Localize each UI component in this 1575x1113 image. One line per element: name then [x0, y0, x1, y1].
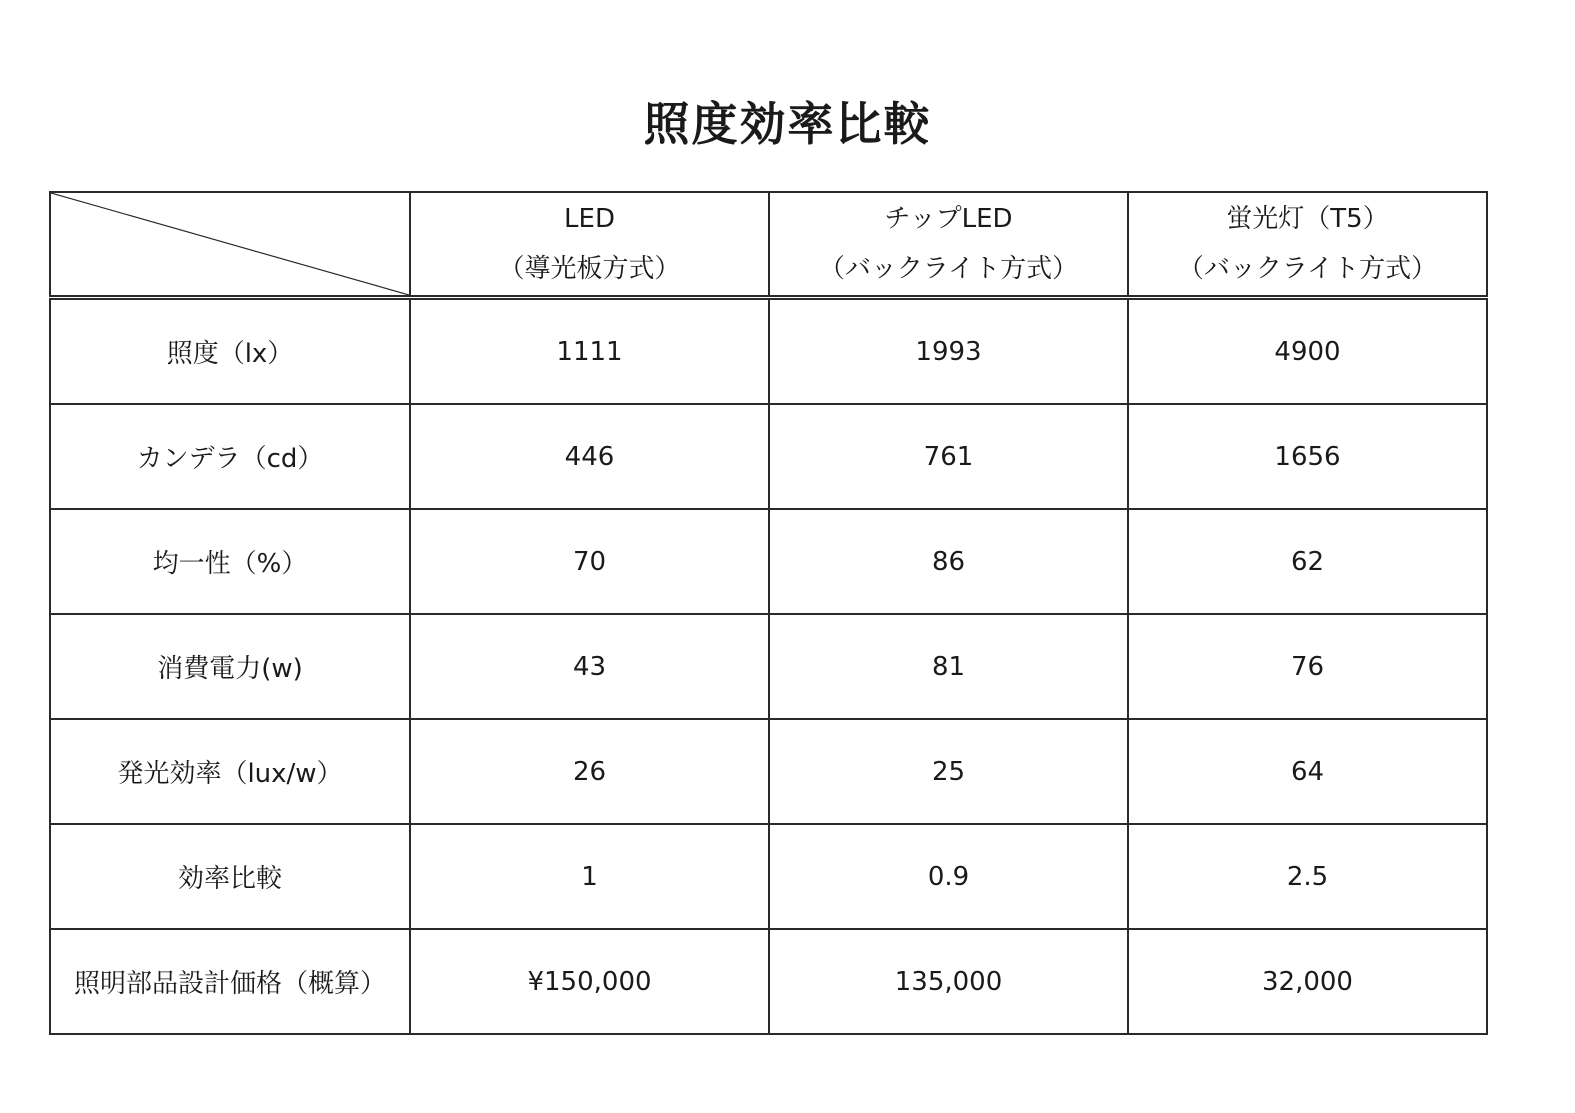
- column-header-method: （導光板方式）: [498, 254, 681, 284]
- table-cell: 2.5: [1128, 824, 1487, 929]
- row-label: 消費電力(w): [50, 614, 410, 719]
- row-label: 発光効率（lux/w）: [50, 719, 410, 824]
- column-header-fluorescent: [1128, 192, 1487, 298]
- table-cell: 1993: [769, 298, 1128, 405]
- table-row: [50, 404, 1487, 509]
- table-row: [50, 614, 1487, 719]
- column-header-method: （バックライト方式）: [1177, 254, 1438, 284]
- row-label: 均一性（%）: [50, 509, 410, 614]
- column-header-chip-led: [769, 192, 1128, 298]
- table-cell: 64: [1128, 719, 1487, 824]
- diagonal-line: [51, 193, 409, 295]
- table-cell: 25: [769, 719, 1128, 824]
- table-cell: 86: [769, 509, 1128, 614]
- column-header-name: LED: [564, 204, 615, 234]
- table-cell: 446: [410, 404, 769, 509]
- table-cell: ¥150,000: [410, 929, 769, 1034]
- table-cell: 32,000: [1128, 929, 1487, 1034]
- column-header-name: チップLED: [884, 204, 1013, 234]
- table-cell: 1656: [1128, 404, 1487, 509]
- table-cell: 70: [410, 509, 769, 614]
- table-cell: 81: [769, 614, 1128, 719]
- table-cell: 135,000: [769, 929, 1128, 1034]
- row-label: カンデラ（cd）: [50, 404, 410, 509]
- table-row: [50, 298, 1487, 405]
- row-label: 効率比較: [50, 824, 410, 929]
- table-cell: 761: [769, 404, 1128, 509]
- column-header-name: 蛍光灯（T5）: [1226, 204, 1389, 234]
- table-cell: 62: [1128, 509, 1487, 614]
- table-cell: 43: [410, 614, 769, 719]
- table-row: [50, 509, 1487, 614]
- table-row: [50, 719, 1487, 824]
- row-label: 照明部品設計価格（概算）: [50, 929, 410, 1034]
- column-header-led: [410, 192, 769, 298]
- table-cell: 76: [1128, 614, 1487, 719]
- comparison-table: [49, 191, 1488, 1035]
- corner-diagonal-cell: [50, 192, 410, 298]
- table-cell: 1111: [410, 298, 769, 405]
- table-cell: 4900: [1128, 298, 1487, 405]
- table-cell: 0.9: [769, 824, 1128, 929]
- table-cell: 26: [410, 719, 769, 824]
- row-label: 照度（lx）: [50, 298, 410, 405]
- table-cell: 1: [410, 824, 769, 929]
- page-title: 照度効率比較: [643, 97, 932, 151]
- table-row: [50, 824, 1487, 929]
- table-header-row: [50, 192, 1487, 298]
- table-row: [50, 929, 1487, 1034]
- column-header-method: （バックライト方式）: [818, 254, 1079, 284]
